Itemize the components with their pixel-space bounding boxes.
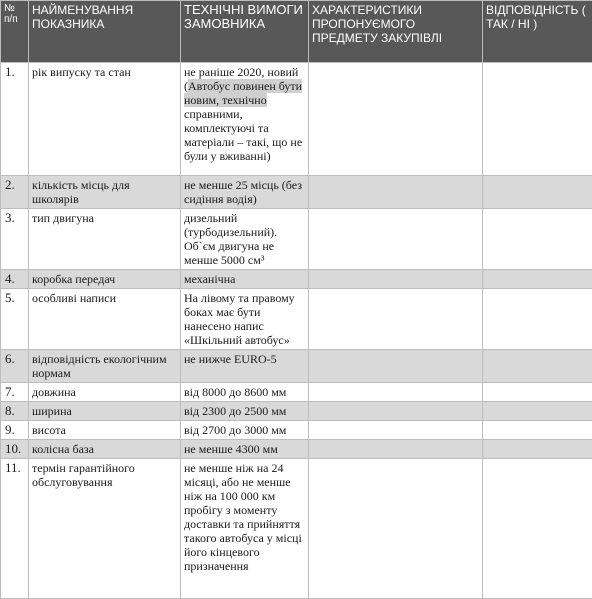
offered-characteristic-cell[interactable]: [309, 270, 483, 289]
table-row: [1, 459, 592, 599]
table-row: [1, 350, 592, 383]
header-customer-requirements: ТЕХНІЧНІ ВИМОГИ ЗАМОВНИКА: [181, 1, 309, 63]
compliance-cell[interactable]: [483, 350, 592, 383]
compliance-cell[interactable]: [483, 402, 592, 421]
offered-characteristic-cell[interactable]: [309, 459, 483, 599]
row-number: 8.: [1, 402, 29, 421]
compliance-cell[interactable]: [483, 459, 592, 599]
compliance-cell[interactable]: [483, 289, 592, 350]
compliance-cell[interactable]: [483, 421, 592, 440]
indicator-name: відповідність екологічним нормам: [29, 350, 181, 383]
table-row: [1, 440, 592, 459]
compliance-cell[interactable]: [483, 63, 592, 176]
requirement: не менше 25 місць (без сидіння водія): [181, 176, 309, 209]
requirement: від 8000 до 8600 мм: [181, 383, 309, 402]
row-number: 7.: [1, 383, 29, 402]
requirement-text-continued: справними, комплектуючі та матеріали – такі, що не були у вживанні): [184, 107, 302, 163]
offered-characteristic-cell[interactable]: [309, 440, 483, 459]
row-number: 11.: [1, 459, 29, 599]
offered-characteristic-cell[interactable]: [309, 421, 483, 440]
table-row: [1, 176, 592, 209]
indicator-name: рік випуску та стан: [29, 63, 181, 176]
requirement: [181, 63, 309, 176]
requirement: не нижче EURO-5: [181, 350, 309, 383]
requirement: від 2700 до 3000 мм: [181, 421, 309, 440]
compliance-cell[interactable]: [483, 176, 592, 209]
compliance-cell[interactable]: [483, 440, 592, 459]
requirement: від 2300 до 2500 мм: [181, 402, 309, 421]
header-row: [1, 1, 592, 63]
compliance-cell[interactable]: [483, 270, 592, 289]
indicator-name: термін гарантійного обслуговування: [29, 459, 181, 599]
offered-characteristic-cell[interactable]: [309, 402, 483, 421]
row-number: 6.: [1, 350, 29, 383]
indicator-name: висота: [29, 421, 181, 440]
table-row: [1, 383, 592, 402]
requirement: не менше ніж на 24 місяці, або не менше ніж на 100 000 км пробігу з моменту доставки та прийняття такого автобуса у місці його кінцевого призначення: [181, 459, 309, 599]
indicator-name: тип двигуна: [29, 209, 181, 270]
offered-characteristic-cell[interactable]: [309, 289, 483, 350]
indicator-name: довжина: [29, 383, 181, 402]
compliance-cell[interactable]: [483, 209, 592, 270]
table-row: [1, 209, 592, 270]
row-number: 1.: [1, 63, 29, 176]
requirement: не менше 4300 мм: [181, 440, 309, 459]
indicator-name: колісна база: [29, 440, 181, 459]
row-number: 2.: [1, 176, 29, 209]
indicator-name: коробка передач: [29, 270, 181, 289]
offered-characteristic-cell[interactable]: [309, 383, 483, 402]
requirement: механічна: [181, 270, 309, 289]
indicator-name: кількість місць для школярів: [29, 176, 181, 209]
table-row: [1, 421, 592, 440]
requirement-text: не раніше 2020, новий (: [184, 65, 298, 93]
row-number: 5.: [1, 289, 29, 350]
table-row: [1, 289, 592, 350]
table-row: [1, 270, 592, 289]
requirement: дизельний (турбодизельний). Об`єм двигуна не менше 5000 см³: [181, 209, 309, 270]
row-number: 4.: [1, 270, 29, 289]
header-compliance: ВІДПОВІДНІСТЬ ( ТАК / НІ ): [483, 1, 592, 63]
indicator-name: ширина: [29, 402, 181, 421]
header-offered-characteristics: ХАРАКТЕРИСТИКИ ПРОПОНУЄМОГО ПРЕДМЕТУ ЗАКУПІВЛІ: [309, 1, 483, 63]
row-number: 10.: [1, 440, 29, 459]
requirement: На лівому та правому боках має бути нанесено напис «Шкільний автобус»: [181, 289, 309, 350]
compliance-cell[interactable]: [483, 383, 592, 402]
indicator-name: особливі написи: [29, 289, 181, 350]
offered-characteristic-cell[interactable]: [309, 350, 483, 383]
header-indicator-name: НАЙМЕНУВАННЯ ПОКАЗНИКА: [29, 1, 181, 63]
row-number: 9.: [1, 421, 29, 440]
offered-characteristic-cell[interactable]: [309, 209, 483, 270]
row-number: 3.: [1, 209, 29, 270]
table-row: [1, 63, 592, 176]
table-row: [1, 402, 592, 421]
highlighted-requirement-text: Автобус повинен бути новим, технічно: [184, 79, 302, 107]
offered-characteristic-cell[interactable]: [309, 176, 483, 209]
header-number: № п/п: [1, 1, 29, 63]
offered-characteristic-cell[interactable]: [309, 63, 483, 176]
